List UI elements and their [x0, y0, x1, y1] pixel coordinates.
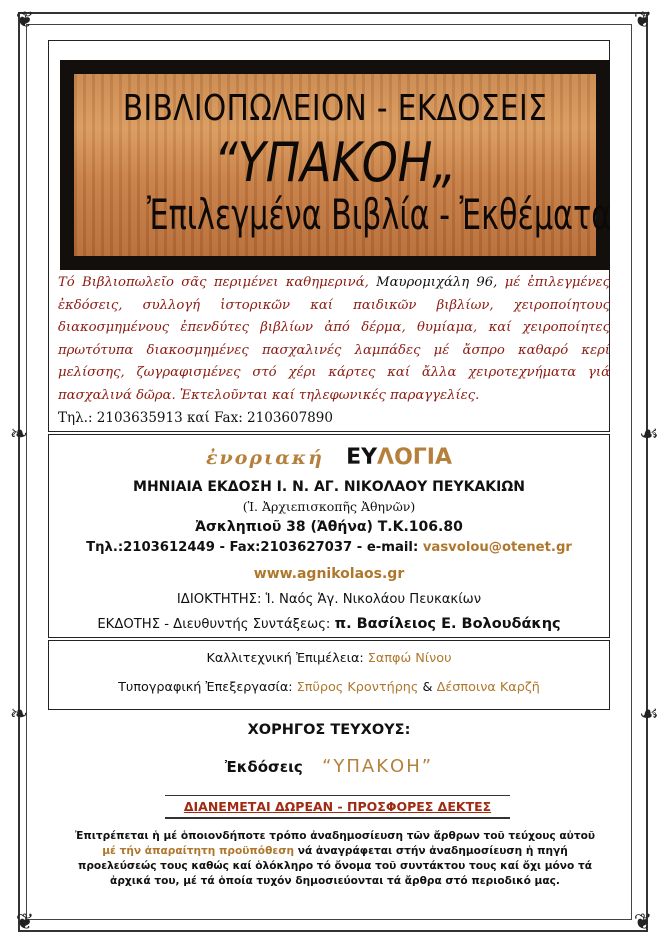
reprint-notice — [70, 829, 600, 889]
free-distribution-notice: ΔΙΑΝΕΜΕΤΑΙ ΔΩΡΕΑΝ - ΠΡΟΣΦΟΡΕΣ ΔΕΚΤΕΣ — [165, 795, 510, 819]
corner-ornament-icon: ❦ — [15, 8, 35, 33]
contact-prefix: Τηλ.:2103612449 - Fax:2103627037 - e-mail: — [86, 540, 419, 555]
side-ornament-icon: ☙ — [639, 702, 659, 727]
email-link[interactable]: vasvolou@otenet.gr — [422, 540, 572, 555]
typo-credit — [48, 680, 610, 695]
typo-name-2: Δέσποινα Καρζῆ — [436, 680, 540, 695]
side-ornament-icon: ❧ — [9, 422, 29, 447]
typo-label: Τυπογραφική Ἐπεξεργασία: — [118, 680, 293, 695]
publisher-label: ΕΚΔΟΤΗΣ - Διευθυντής Συντάξεως: — [97, 617, 331, 632]
bulletin-title-part2b: ΛΟΓΙΑ — [377, 445, 453, 470]
bulletin-subtitle: ΜΗΝΙΑΙΑ ΕΚΔΟΣΗ Ι. Ν. ΑΓ. ΝΙΚΟΛΑΟΥ ΠΕΥΚΑΚΙΩΝ — [133, 479, 525, 495]
bulletin-archdiocese: (Ἱ. Ἀρχιεπισκοπῆς Ἀθηνῶν) — [242, 499, 416, 514]
corner-ornament-icon: ❦ — [15, 910, 35, 935]
legal-part-1: Ἐπιτρέπεται ἡ μέ ὁποιονδήποτε τρόπο ἀναδημοσίευση τῶν ἄρθρων τοῦ τεύχους αὐτοῦ — [74, 830, 596, 842]
sponsor-label: Ἐκδόσεις — [224, 758, 303, 776]
typo-name-1: Σπῦρος Κροντήρης — [296, 680, 419, 695]
bulletin-title-part1: ἐνοριακή — [205, 447, 324, 469]
side-ornament-icon: ☙ — [639, 422, 659, 447]
shop-address: Μαυρομιχάλη 96, — [376, 275, 498, 290]
owner-line — [48, 592, 610, 607]
legal-highlight: μέ τήν ἀπαραίτητη προϋπόθεση — [102, 845, 295, 857]
typo-amp: & — [422, 680, 433, 695]
shop-text-a: Τό Βιβλιοπωλεῖο σᾶς περιμένει καθημερινά, — [58, 275, 369, 290]
legal-part-3: νά ἀναγράφεται στήν ἀναδημοσίευση ἡ πηγή προελεύσεώς τους καθώς καί ὁλόκληρο τό ὄνομα τοῦ συντάκτου τους καί ὄχι μόνο τά ἀρχικά του, μέ τά ὁποία τυχόν δημοσιεύονται τά ἄρθρα στό περιοδικό μας. — [77, 845, 593, 887]
sign-line-2: “ΥΠΑΚΟΗ„ — [213, 131, 457, 194]
sign-line-3: Ἐπιλεγμένα Βιβλία - Ἐκθέματα — [147, 190, 612, 239]
owner-name: Ἱ. Ναός Ἁγ. Νικολάου Πευκακίων — [265, 592, 482, 607]
bulletin-address: Ἀσκληπιοῦ 38 (Ἀθήνα) Τ.Κ.106.80 — [195, 519, 463, 535]
bookstore-sign — [60, 60, 610, 270]
art-credit — [48, 651, 610, 666]
sponsor-name: “ΥΠΑΚΟΗ” — [322, 756, 434, 777]
publisher-name: π. Βασίλειος Ε. Βολουδάκης — [334, 616, 561, 632]
corner-ornament-icon: ❦ — [633, 910, 653, 935]
sponsor-title: ΧΟΡΗΓΟΣ ΤΕΥΧΟΥΣ: — [247, 722, 411, 738]
bulletin-title-part2a: ΕΥ — [346, 445, 378, 470]
publisher-line — [48, 616, 610, 632]
owner-label: ΙΔΙΟΚΤΗΤΗΣ: — [176, 592, 262, 607]
corner-ornament-icon: ❦ — [633, 8, 653, 33]
bulletin-contact — [48, 540, 610, 555]
shop-text-b: μέ ἐπιλεγμένες ἐκδόσεις, συλλογή ἱστορικῶν καί παιδικῶν βιβλίων, χειροποίητους διακοσμημένους ἐπενδύτες βιβλίων ἀπό δέρμα, θυμίαμα, καί χειροποίητες πρωτότυπα διακοσμημένες πασχαλινές λαμπάδες μέ ἄσπρο καθαρό κερί μελίσσης, ζωγραφισμένες στό χέρι κάρτες καί ἄλλα χειροτεχνήματα γιά πασχαλινά δῶρα. Ἐκτελοῦνται καί τηλεφωνικές παραγγελίες. — [58, 275, 610, 403]
side-ornament-icon: ❧ — [9, 702, 29, 727]
sign-line-1: ΒΙΒΛΙΟΠΩΛΕΙΟΝ - ΕΚΔΟΣΕΙΣ — [122, 88, 548, 129]
shop-phone-line: Τηλ.: 2103635913 καί Fax: 2103607890 — [58, 410, 333, 426]
bulletin-title — [48, 445, 610, 470]
art-name: Σαπφώ Νίνου — [367, 651, 452, 666]
sponsor-line — [48, 756, 610, 777]
website-link[interactable]: www.agnikolaos.gr — [253, 566, 405, 582]
bookstore-description — [58, 272, 610, 431]
art-label: Καλλιτεχνική Ἐπιμέλεια: — [206, 651, 364, 666]
